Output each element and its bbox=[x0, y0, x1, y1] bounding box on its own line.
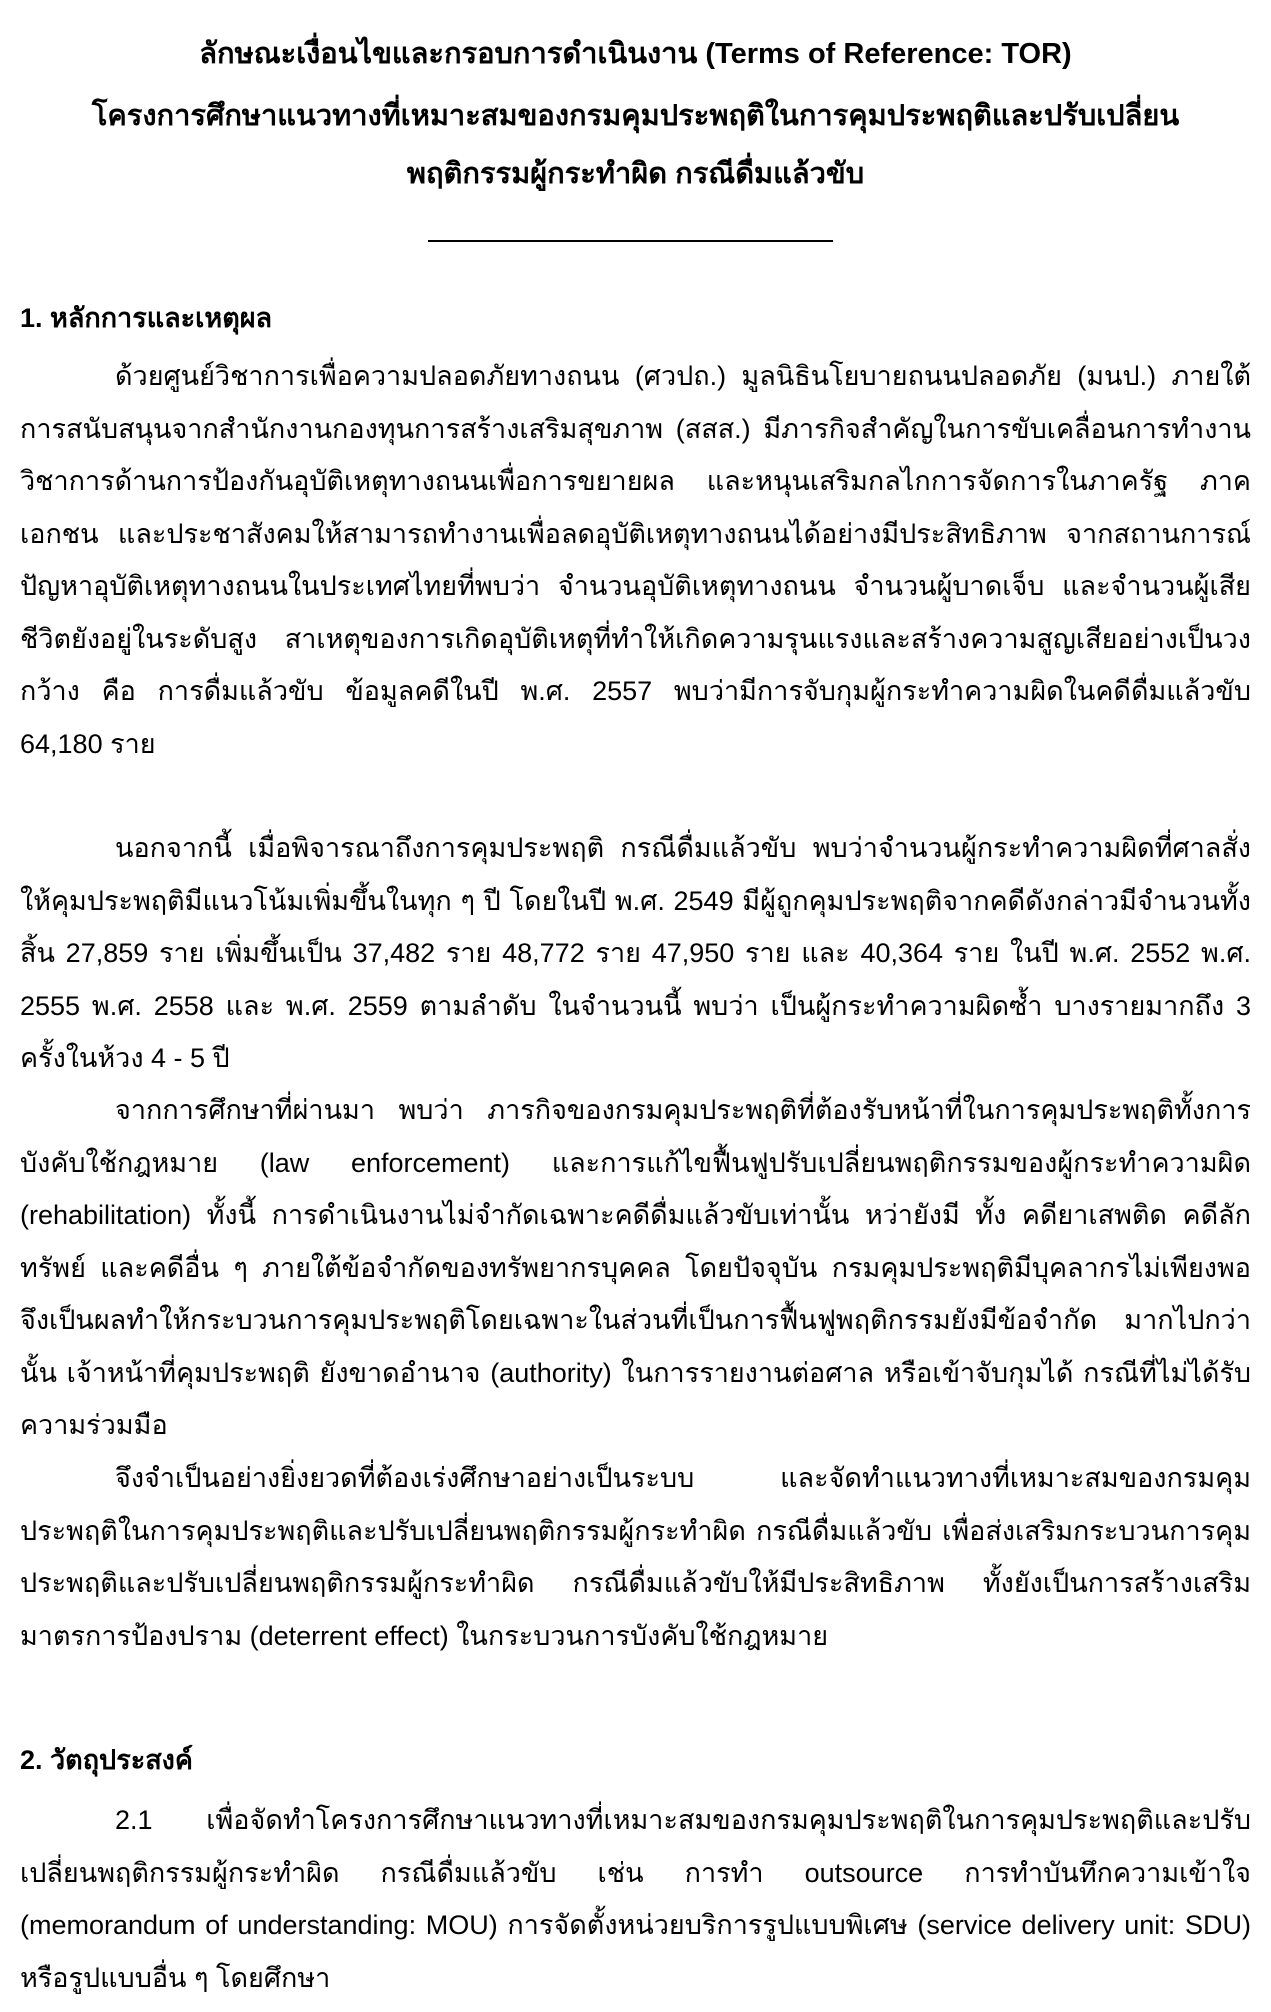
section-1-paragraph-1-text: ด้วยศูนย์วิชาการเพื่อความปลอดภัยทางถนน (ศวปถ.) มูลนิธินโยบายถนนปลอดภัย (มนป.) ภายใต้การสนับสนุนจากสำนักงานกองทุนการสร้างเสริมสุขภาพ (สสส.) มีภารกิจสำคัญในการขับเคลื่อนการทำงานวิชาการด้านการป้องกันอุบัติเหตุทางถนนเพื่อการขยายผล และหนุนเสริมกลไกการจัดการในภาครัฐ ภาคเอกชน และประชาสังคมให้สามารถทำงานเพื่อลดอุบัติเหตุทางถนนได้อย่างมีประสิทธิภาพ จากสถานการณ์ปัญหาอุบัติเหตุทางถนนในประเทศไทยที่พบว่า จำนวนอุบัติเหตุทางถนน จำนวนผู้บาดเจ็บ และจำนวนผู้เสียชีวิตยังอยู่ในระดับสูง สาเหตุของการเกิดอุบัติเหตุที่ทำให้เกิดความรุนแรงและสร้างความสูญเสียอย่างเป็นวงกว้าง คือ การดื่มแล้วขับ ข้อมูลคดีในปี พ.ศ. 2557 พบว่ามีการจับกุมผู้กระทำความผิดในคดีดื่มแล้วขับ 64,180 ราย bbox=[20, 361, 1251, 759]
document-title-line-1: ลักษณะเงื่อนไขและกรอบการดำเนินงาน (Terms of Reference: TOR) bbox=[199, 38, 1072, 70]
document-title-line-3: พฤติกรรมผู้กระทำผิด กรณีดื่มแล้วขับ bbox=[406, 158, 865, 190]
section-1-paragraph-4 bbox=[20, 1452, 1251, 1662]
document-title-line-2: โครงการศึกษาแนวทางที่เหมาะสมของกรมคุมประพฤติในการคุมประพฤติและปรับเปลี่ยน bbox=[91, 100, 1180, 132]
section-1-paragraph-3 bbox=[20, 1084, 1251, 1452]
title-divider bbox=[428, 240, 833, 242]
section-1-paragraph-1 bbox=[20, 350, 1251, 770]
section-1-paragraph-4-text: จึงจำเป็นอย่างยิ่งยวดที่ต้องเร่งศึกษาอย่างเป็นระบบ และจัดทำแนวทางที่เหมาะสมของกรมคุมประพฤติในการคุมประพฤติและปรับเปลี่ยนพฤติกรรมผู้กระทำผิด กรณีดื่มแล้วขับ เพื่อส่งเสริมกระบวนการคุมประพฤติและปรับเปลี่ยนพฤติกรรมผู้กระทำผิด กรณีดื่มแล้วขับให้มีประสิทธิภาพ ทั้งยังเป็นการสร้างเสริมมาตรการป้องปราม (deterrent effect) ในกระบวนการบังคับใช้กฎหมาย bbox=[20, 1463, 1251, 1651]
section-1-heading: 1. หลักการและเหตุผล bbox=[20, 303, 273, 333]
section-1-paragraph-2 bbox=[20, 822, 1251, 1085]
section-1-paragraph-3-text: จากการศึกษาที่ผ่านมา พบว่า ภารกิจของกรมคุมประพฤติที่ต้องรับหน้าที่ในการคุมประพฤติทั้งการบังคับใช้กฎหมาย (law enforcement) และการแก้ไขฟื้นฟูปรับเปลี่ยนพฤติกรรมของผู้กระทำความผิด (rehabilitation) ทั้งนี้ การดำเนินงานไม่จำกัดเฉพาะคดีดื่มแล้วขับเท่านั้น หว่ายังมี ทั้ง คดียาเสพติด คดีลักทรัพย์ และคดีอื่น ๆ ภายใต้ข้อจำกัดของทรัพยากรบุคคล โดยปัจจุบัน กรมคุมประพฤติมีบุคลากรไม่เพียงพอ จึงเป็นผลทำให้กระบวนการคุมประพฤติโดยเฉพาะในส่วนที่เป็นการฟื้นฟูพฤติกรรมยังมีข้อจำกัด มากไปกว่านั้น เจ้าหน้าที่คุมประพฤติ ยังขาดอำนาจ (authority) ในการรายงานต่อศาล หรือเข้าจับกุมได้ กรณีที่ไม่ได้รับความร่วมมือ bbox=[20, 1095, 1251, 1440]
section-2-heading: 2. วัตถุประสงค์ bbox=[20, 1745, 193, 1775]
section-2-paragraph-1 bbox=[20, 1794, 1251, 2004]
section-1-paragraph-2-text: นอกจากนี้ เมื่อพิจารณาถึงการคุมประพฤติ กรณีดื่มแล้วขับ พบว่าจำนวนผู้กระทำความผิดที่ศาลสั่งให้คุมประพฤติมีแนวโน้มเพิ่มขึ้นในทุก ๆ ปี โดยในปี พ.ศ. 2549 มีผู้ถูกคุมประพฤติจากคดีดังกล่าวมีจำนวนทั้งสิ้น 27,859 ราย เพิ่มขึ้นเป็น 37,482 ราย 48,772 ราย 47,950 ราย และ 40,364 ราย ในปี พ.ศ. 2552 พ.ศ. 2555 พ.ศ. 2558 และ พ.ศ. 2559 ตามลำดับ ในจำนวนนี้ พบว่า เป็นผู้กระทำความผิดซ้ำ บางรายมากถึง 3 ครั้งในห้วง 4 - 5 ปี bbox=[20, 833, 1251, 1073]
section-2-paragraph-1-text: 2.1 เพื่อจัดทำโครงการศึกษาแนวทางที่เหมาะสมของกรมคุมประพฤติในการคุมประพฤติและปรับเปลี่ยนพฤติกรรมผู้กระทำผิด กรณีดื่มแล้วขับ เช่น การทำ outsource การทำบันทึกความเข้าใจ (memorandum of understanding: MOU) การจัดตั้งหน่วยบริการรูปแบบพิเศษ (service delivery unit: SDU) หรือรูปแบบอื่น ๆ โดยศึกษา bbox=[20, 1805, 1251, 1993]
